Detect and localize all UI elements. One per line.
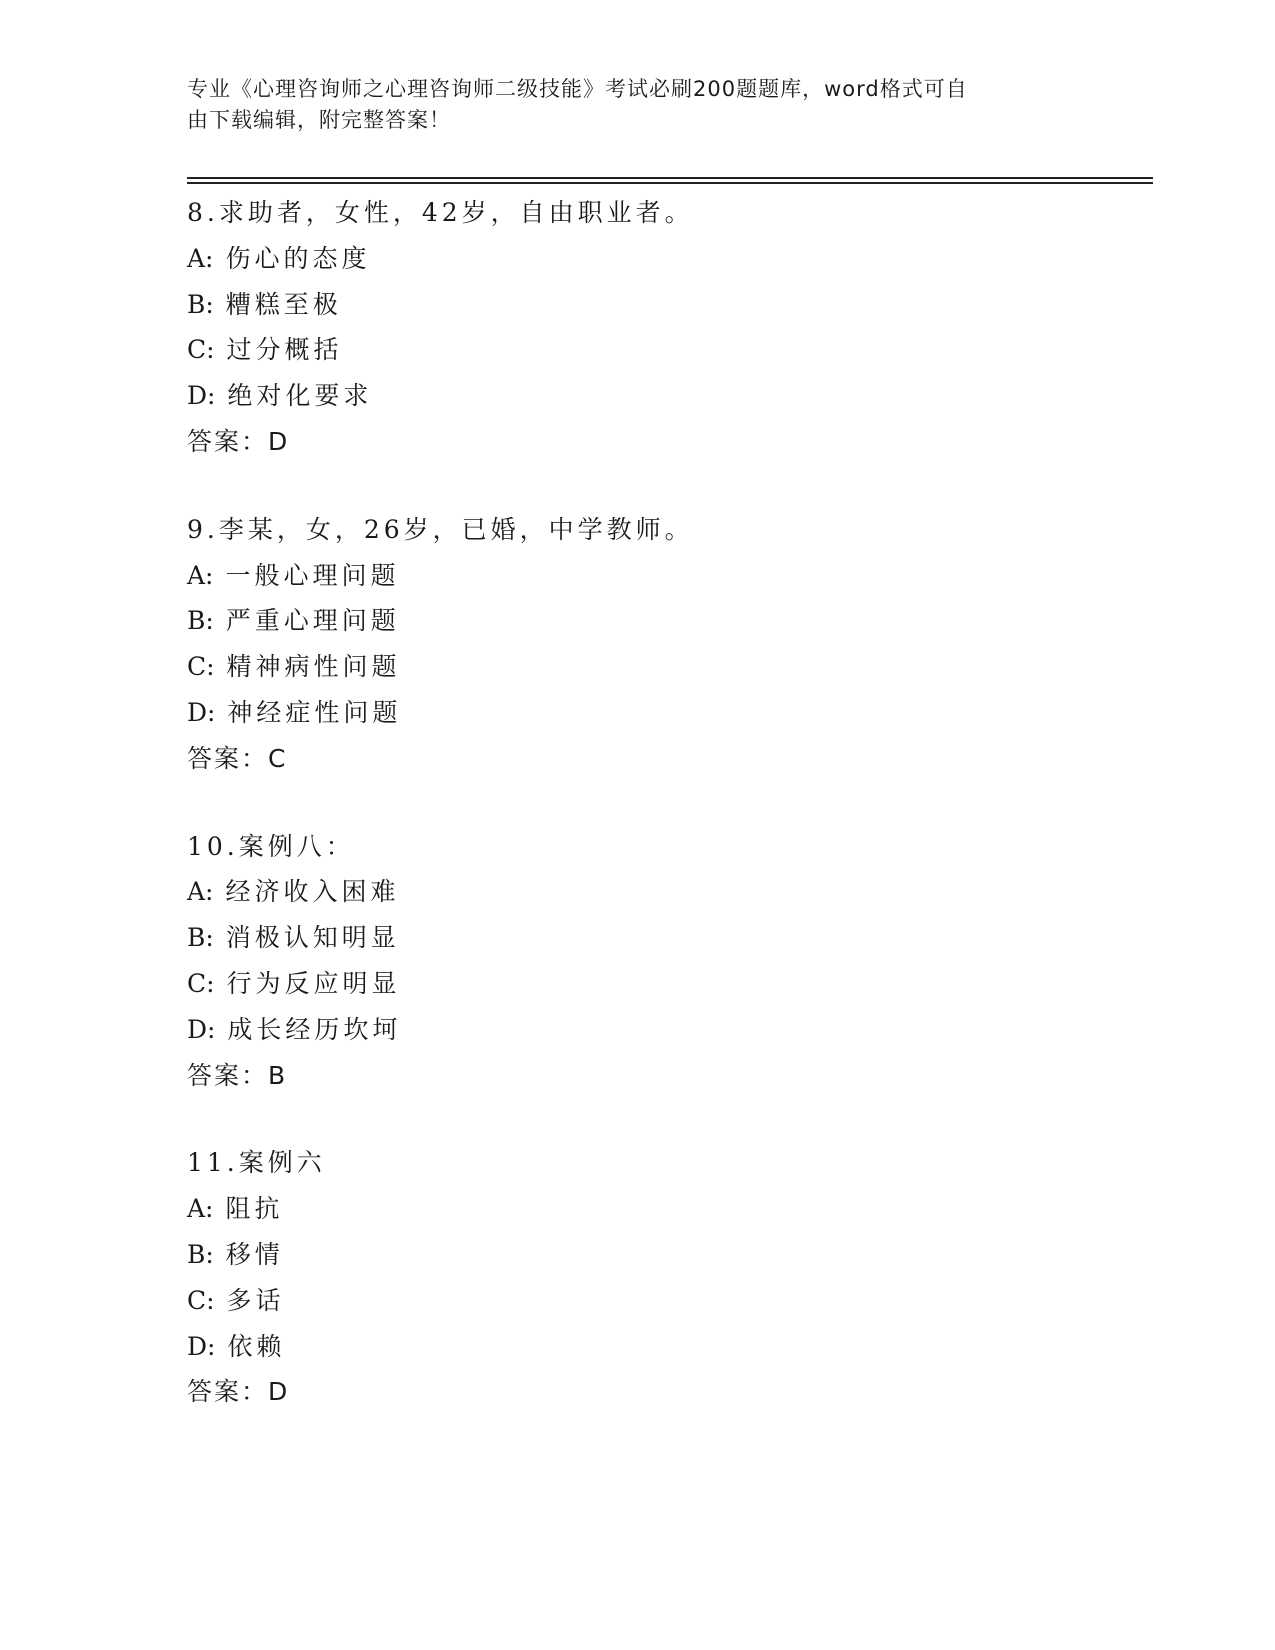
option-letter: A: bbox=[187, 877, 214, 907]
option-text: 成长经历坎坷 bbox=[227, 1014, 402, 1044]
option-text: 绝对化要求 bbox=[227, 381, 373, 411]
option-text: 糟糕至极 bbox=[225, 289, 342, 319]
option-c bbox=[187, 961, 1147, 1007]
option-text: 行为反应明显 bbox=[226, 968, 401, 998]
option-letter: B: bbox=[187, 1239, 214, 1269]
question-stem: 11.案例六 bbox=[187, 1148, 326, 1178]
option-text: 一般心理问题 bbox=[225, 560, 400, 590]
option-letter: B: bbox=[187, 289, 214, 319]
header-line-1: 专业《心理咨询师之心理咨询师二级技能》考试必刷200题题库，word格式可自 bbox=[187, 77, 968, 101]
option-c bbox=[187, 1278, 1147, 1324]
option-d bbox=[187, 373, 1147, 419]
option-text: 经济收入困难 bbox=[225, 877, 400, 907]
option-a bbox=[187, 869, 1147, 915]
option-letter: C: bbox=[187, 652, 215, 682]
answer: 答案：D bbox=[187, 426, 290, 456]
option-text: 移情 bbox=[225, 1239, 284, 1269]
option-c bbox=[187, 644, 1147, 690]
option-text: 消极认知明显 bbox=[225, 923, 400, 953]
option-letter: D: bbox=[187, 381, 216, 411]
question-stem: 8.求助者，女性，42岁，自由职业者。 bbox=[187, 198, 694, 227]
header-divider-bottom bbox=[187, 182, 1153, 184]
option-letter: C: bbox=[187, 1285, 215, 1315]
option-letter: B: bbox=[187, 923, 214, 953]
option-text: 严重心理问题 bbox=[225, 606, 400, 636]
option-d bbox=[187, 690, 1147, 736]
question-stem: 10.案例八： bbox=[187, 831, 355, 861]
option-letter: A: bbox=[187, 1194, 214, 1224]
option-text: 过分概括 bbox=[226, 335, 343, 365]
option-c bbox=[187, 327, 1147, 373]
option-d bbox=[187, 1324, 1147, 1370]
option-letter: A: bbox=[187, 560, 214, 590]
option-letter: B: bbox=[187, 606, 214, 636]
answer: 答案：C bbox=[187, 743, 288, 773]
option-text: 伤心的态度 bbox=[225, 243, 371, 273]
answer: 答案：D bbox=[187, 1377, 290, 1407]
option-a bbox=[187, 553, 1147, 599]
option-d bbox=[187, 1007, 1147, 1053]
option-b bbox=[187, 598, 1147, 644]
question-list bbox=[187, 190, 1147, 1415]
option-a bbox=[187, 236, 1147, 282]
option-letter: D: bbox=[187, 1331, 216, 1361]
question-8 bbox=[187, 190, 1147, 465]
document-header bbox=[187, 74, 1067, 136]
option-b bbox=[187, 1232, 1147, 1278]
question-11 bbox=[187, 1140, 1147, 1415]
option-text: 精神病性问题 bbox=[226, 652, 401, 682]
question-10 bbox=[187, 824, 1147, 1099]
option-a bbox=[187, 1186, 1147, 1232]
header-divider-top bbox=[187, 177, 1153, 179]
option-text: 多话 bbox=[226, 1285, 285, 1315]
option-letter: D: bbox=[187, 697, 216, 727]
option-b bbox=[187, 915, 1147, 961]
option-text: 神经症性问题 bbox=[227, 697, 402, 727]
option-letter: C: bbox=[187, 968, 215, 998]
answer: 答案：B bbox=[187, 1060, 288, 1090]
option-letter: C: bbox=[187, 335, 215, 365]
option-letter: D: bbox=[187, 1014, 216, 1044]
option-text: 阻抗 bbox=[225, 1194, 284, 1224]
option-b bbox=[187, 282, 1147, 328]
question-stem: 9.李某，女，26岁，已婚，中学教师。 bbox=[187, 514, 694, 544]
header-line-2: 由下载编辑，附完整答案！ bbox=[187, 108, 451, 132]
option-text: 依赖 bbox=[227, 1331, 286, 1361]
option-letter: A: bbox=[187, 243, 214, 273]
question-9 bbox=[187, 507, 1147, 782]
